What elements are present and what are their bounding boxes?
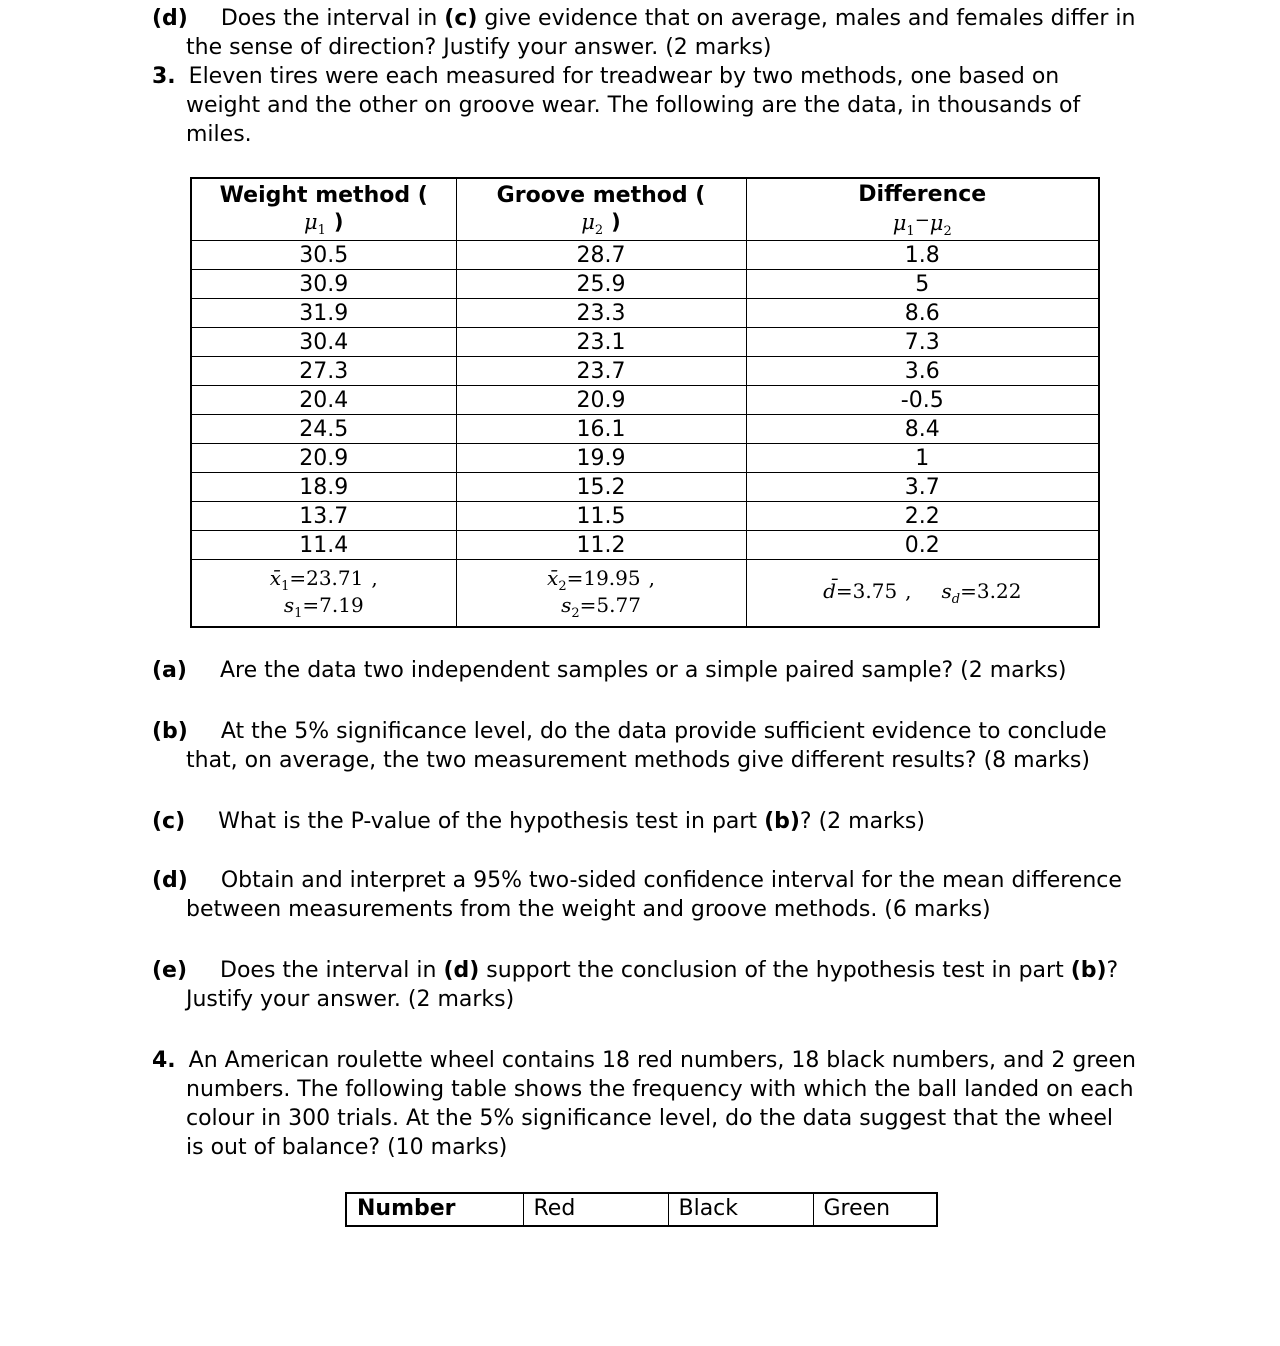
table-row: [191, 357, 1099, 386]
comma: ,: [648, 566, 655, 590]
column-symbol: [457, 210, 746, 239]
table-row: [191, 328, 1099, 357]
item-text: Does the interval in: [220, 6, 445, 31]
sd-value: =7.19: [302, 593, 364, 617]
question-d: [152, 866, 1137, 924]
comma: ,: [905, 578, 912, 603]
dbar-symbol: d̄: [823, 578, 836, 603]
item-label: (d): [152, 6, 188, 31]
table-cell: 15.2: [456, 473, 746, 502]
mean-line: [192, 565, 456, 592]
roulette-header-red: Red: [523, 1193, 668, 1226]
table-row: [191, 444, 1099, 473]
sd-value: =3.22: [960, 578, 1022, 603]
roulette-header-black: Black: [668, 1193, 813, 1226]
question-e: [152, 956, 1137, 1014]
table-cell: 2.2: [746, 502, 1099, 531]
xbar-symbol: x̄: [269, 566, 282, 590]
table-row: [191, 386, 1099, 415]
sd-line: [192, 592, 456, 619]
sd-value: =5.77: [579, 593, 641, 617]
item-label: (e): [152, 958, 188, 983]
item-label: (c): [152, 809, 186, 834]
treadwear-table: [190, 177, 1100, 628]
table-cell: 27.3: [191, 357, 456, 386]
table-cell: 20.9: [191, 444, 456, 473]
column-header-weight: [191, 178, 456, 241]
item-label: 3.: [152, 64, 176, 89]
mu-symbol: μ: [892, 211, 907, 235]
item-label: (d): [152, 868, 188, 893]
s-symbol: s: [941, 578, 952, 603]
mu-subscript: 2: [943, 224, 952, 240]
table-cell: 31.9: [191, 299, 456, 328]
item-text-bold: (d): [443, 958, 480, 983]
question-4: [152, 1046, 1137, 1162]
table-row: [191, 270, 1099, 299]
table-row: [191, 531, 1099, 560]
table-cell: 0.2: [746, 531, 1099, 560]
table-row: [191, 473, 1099, 502]
xbar-symbol: x̄: [547, 566, 559, 590]
question-2d: [152, 4, 1137, 62]
roulette-table: [345, 1192, 938, 1227]
question-c: [152, 807, 1137, 836]
mean-value: =19.95: [566, 566, 641, 590]
table-cell: 20.9: [456, 386, 746, 415]
table-row: [191, 415, 1099, 444]
question-b: [152, 717, 1137, 775]
item-label: (b): [152, 719, 188, 744]
table-cell: 1: [746, 444, 1099, 473]
table-cell: 19.9: [456, 444, 746, 473]
table-cell: 8.6: [746, 299, 1099, 328]
stats-weight: [191, 560, 456, 628]
item-text-bold: (c): [444, 6, 478, 31]
mu-symbol: μ: [303, 210, 318, 234]
table-row: [191, 502, 1099, 531]
table-cell: 30.9: [191, 270, 456, 299]
item-label: (a): [152, 658, 187, 683]
table-cell: -0.5: [746, 386, 1099, 415]
item-text: give evidence that on average, males and females differ in the sense of direction? Justify your answer. (2 marks): [186, 6, 1136, 60]
column-header-groove: [456, 178, 746, 241]
table-cell: 20.4: [191, 386, 456, 415]
item-text: Obtain and interpret a 95% two-sided confidence interval for the mean difference between measurements from the weight and groove methods. (6 marks): [186, 868, 1122, 922]
item-text: What is the P-value of the hypothesis test in part: [218, 809, 765, 834]
table-cell: 23.1: [456, 328, 746, 357]
table-header-row: [191, 178, 1099, 241]
table-row: [191, 299, 1099, 328]
column-title: Groove method (: [496, 183, 706, 208]
sd-line: [457, 592, 746, 619]
roulette-header-row: [346, 1193, 937, 1226]
minus-sign: −: [914, 210, 930, 231]
s-symbol: s: [561, 593, 572, 617]
item-text: Are the data two independent samples or a simple paired sample? (2 marks): [219, 658, 1067, 683]
table-cell: 11.2: [456, 531, 746, 560]
table-cell: 30.4: [191, 328, 456, 357]
stats-groove: [456, 560, 746, 628]
mu-subscript: 1: [317, 223, 326, 239]
column-symbol: [192, 210, 456, 239]
subscript: d: [951, 591, 961, 607]
mu-subscript: 1: [906, 224, 915, 240]
table-footer-row: [191, 560, 1099, 628]
table-cell: 25.9: [456, 270, 746, 299]
column-title: Difference: [858, 182, 987, 207]
table-cell: 7.3: [746, 328, 1099, 357]
item-label: 4.: [152, 1048, 176, 1073]
table-cell: 11.5: [456, 502, 746, 531]
table-cell: 8.4: [746, 415, 1099, 444]
stats-difference: [746, 560, 1099, 628]
mean-value: =3.75: [835, 578, 898, 603]
column-header-difference: [746, 178, 1099, 241]
question-3: [152, 62, 1137, 149]
table-cell: 16.1: [456, 415, 746, 444]
item-text: ? (2 marks): [799, 809, 925, 834]
mu-subscript: 2: [594, 223, 604, 239]
table-cell: 24.5: [191, 415, 456, 444]
mu-symbol: μ: [581, 210, 595, 234]
comma: ,: [371, 566, 378, 590]
mean-line: [457, 565, 746, 592]
roulette-header-green: Green: [813, 1193, 937, 1226]
table-cell: 23.7: [456, 357, 746, 386]
question-a: [152, 656, 1137, 685]
paren-close: ): [611, 210, 621, 234]
item-text: An American roulette wheel contains 18 red numbers, 18 black numbers, and 2 green numbers. The following table shows the frequency with which the ball landed on each colour in 300 trials. At the 5% significance level, do the data suggest that the wheel is out of balance? (10 marks): [186, 1048, 1136, 1160]
mean-value: =23.71: [289, 566, 364, 590]
subscript: 2: [558, 579, 567, 594]
item-text: Does the interval in: [220, 958, 444, 983]
mu-symbol: μ: [929, 211, 944, 235]
table-cell: 3.7: [746, 473, 1099, 502]
table-cell: 5: [746, 270, 1099, 299]
subscript: 1: [281, 579, 290, 594]
item-text: support the conclusion of the hypothesis test in part: [479, 958, 1071, 983]
item-text: Eleven tires were each measured for treadwear by two methods, one based on weight and the other on groove wear. The following are the data, in thousands of miles.: [186, 64, 1081, 147]
paren-close: ): [333, 210, 344, 234]
column-title: Weight method (: [219, 183, 428, 208]
item-text-bold: (b): [1070, 958, 1107, 983]
column-symbol: [747, 209, 1099, 240]
subscript: 2: [571, 606, 580, 621]
table-row: [191, 241, 1099, 270]
table-cell: 28.7: [456, 241, 746, 270]
table-cell: 23.3: [456, 299, 746, 328]
table-cell: 18.9: [191, 473, 456, 502]
diff-stats-line: [747, 578, 1099, 605]
table-cell: 13.7: [191, 502, 456, 531]
roulette-header-number: Number: [346, 1193, 523, 1226]
table-cell: 1.8: [746, 241, 1099, 270]
table-cell: 30.5: [191, 241, 456, 270]
table-cell: 3.6: [746, 357, 1099, 386]
item-text: ? Justify your answer. (2 marks): [186, 958, 1119, 1012]
table-cell: 11.4: [191, 531, 456, 560]
item-text: At the 5% significance level, do the data provide sufficient evidence to conclude that, on average, the two measurement methods give different results? (8 marks): [186, 719, 1107, 773]
subscript: 1: [294, 606, 303, 621]
s-symbol: s: [283, 593, 295, 617]
item-text-bold: (b): [764, 809, 800, 834]
